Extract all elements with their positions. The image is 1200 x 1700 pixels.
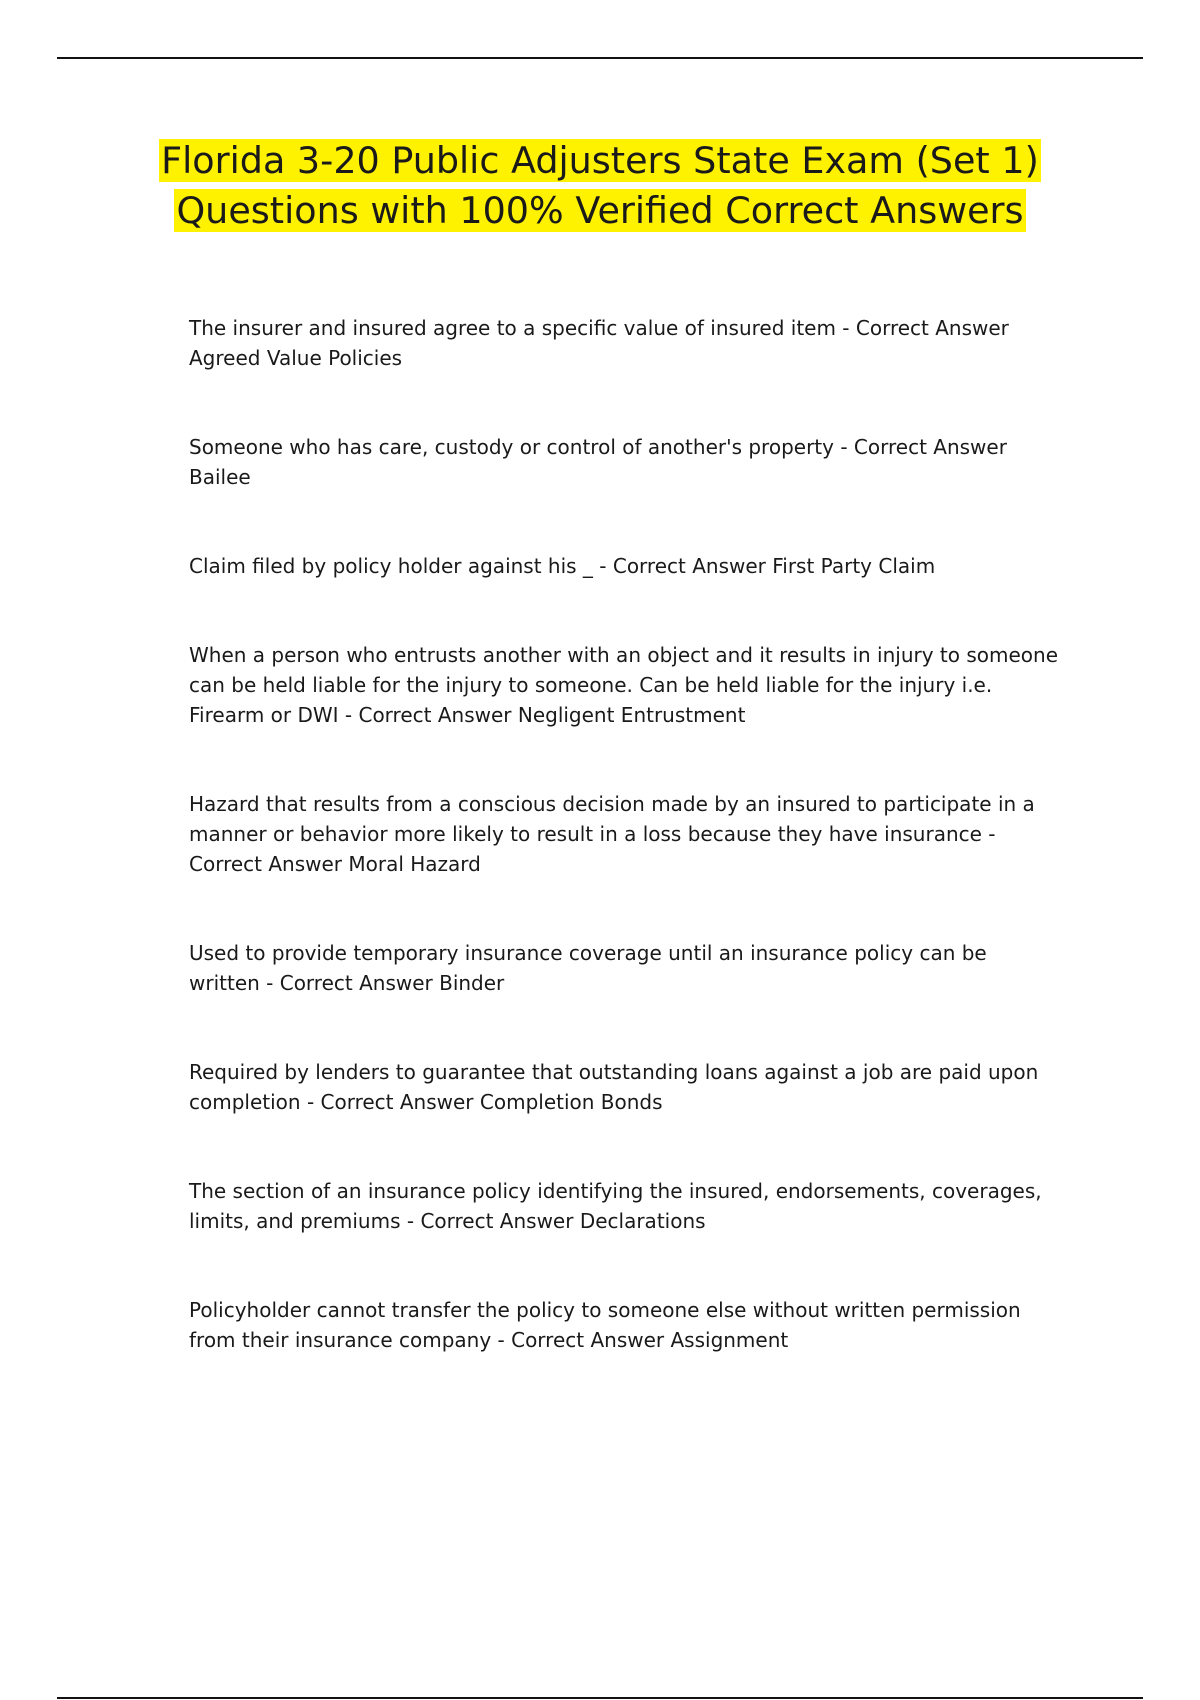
qa-list xyxy=(189,313,1059,1355)
qa-item-1: The insurer and insured agree to a specific value of insured item - Correct Answer Agreed Value Policies xyxy=(189,316,1009,370)
qa-item-3: Claim filed by policy holder against his _ - Correct Answer First Party Claim xyxy=(189,554,936,578)
bottom-rule xyxy=(57,1697,1143,1699)
qa-item-9: Policyholder cannot transfer the policy to someone else without written permission from their insurance company - Correct Answer Assignment xyxy=(189,1298,1021,1352)
qa-item-2: Someone who has care, custody or control of another's property - Correct Answer Bailee xyxy=(189,435,1007,489)
top-rule xyxy=(57,57,1143,59)
title-highlight: Florida 3-20 Public Adjusters State Exam (Set 1) Questions with 100% Verified Correct Answers xyxy=(161,139,1039,232)
qa-item-7: Required by lenders to guarantee that outstanding loans against a job are paid upon completion - Correct Answer Completion Bonds xyxy=(189,1060,1039,1114)
qa-item-6: Used to provide temporary insurance coverage until an insurance policy can be written - Correct Answer Binder xyxy=(189,941,987,995)
qa-item-8: The section of an insurance policy identifying the insured, endorsements, coverages, limits, and premiums - Correct Answer Declarations xyxy=(189,1179,1042,1233)
document-title xyxy=(150,136,1050,236)
title-block xyxy=(150,136,1050,236)
qa-item-4: When a person who entrusts another with an object and it results in injury to someone can be held liable for the injury to someone. Can be held liable for the injury i.e. Firearm or DWI - Correct Answer Negligent Entrustment xyxy=(189,643,1059,727)
qa-item-5: Hazard that results from a conscious decision made by an insured to participate in a manner or behavior more likely to result in a loss because they have insurance - Correct Answer Moral Hazard xyxy=(189,792,1035,876)
